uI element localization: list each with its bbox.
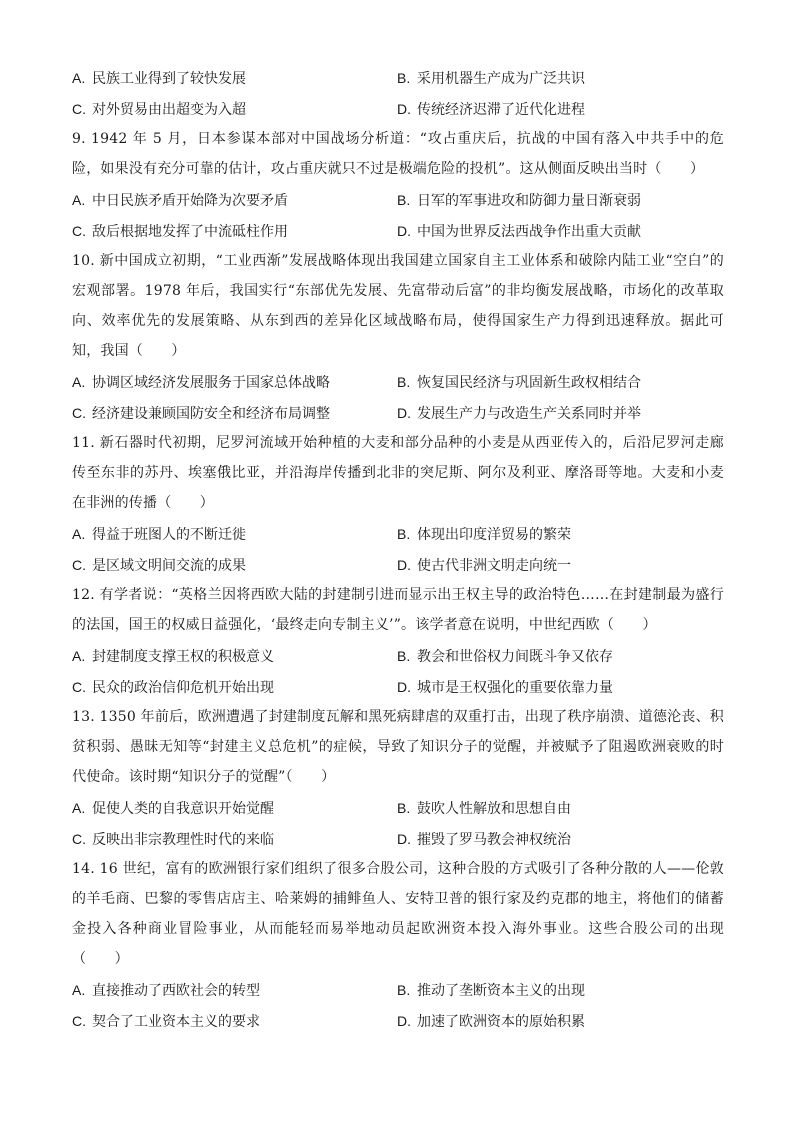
- question-stem: 11. 新石器时代初期，尼罗河流域开始种植的大麦和部分品种的小麦是从西亚传入的，后沿尼罗河走廊传至东非的苏丹、埃塞俄比亚，并沿海岸传播到北非的突尼斯、阿尔及利亚、摩洛哥等地。大麦和小麦在非洲的传播（ ）: [72, 435, 724, 511]
- option-a: A. 直接推动了西欧社会的转型: [72, 981, 260, 999]
- option-d: D. 使古代非洲文明走向统一: [397, 556, 571, 574]
- question-8-options: [72, 62, 724, 124]
- option-row: [72, 93, 724, 124]
- option-d: D. 传统经济迟滞了近代化进程: [397, 100, 585, 118]
- option-row: [72, 62, 724, 93]
- option-c: C. 是区域文明间交流的成果: [72, 556, 246, 574]
- option-row: [72, 518, 724, 549]
- option-row: [72, 792, 724, 823]
- question-13: [72, 702, 724, 854]
- question-12: [72, 580, 724, 702]
- option-c: C. 契合了工业资本主义的要求: [72, 1012, 260, 1030]
- option-row: [72, 640, 724, 671]
- option-c: C. 经济建设兼顾国防安全和经济布局调整: [72, 404, 330, 422]
- page-content: [72, 62, 724, 1036]
- question-stem: 10. 新中国成立初期，“工业西渐”发展战略体现出我国建立国家自主工业体系和破除内陆工业“空白”的宏观部署。1978 年后，我国实行“东部优先发展、先富带动后富”的非均衡发展战略，市场化的改革取向、效率优先的发展策略、从东到西的差异化区域战略布局，使得国家生产力得到迅速释放。据此可知，我国（ ）: [72, 253, 724, 359]
- option-b: B. 体现出印度洋贸易的繁荣: [397, 525, 571, 543]
- option-c: C. 对外贸易由出超变为入超: [72, 100, 246, 118]
- option-a: A. 协调区域经济发展服务于国家总体战略: [72, 373, 330, 391]
- option-b: B. 恢复国民经济与巩固新生政权相结合: [397, 373, 641, 391]
- option-d: D. 中国为世界反法西战争作出重大贡献: [397, 222, 641, 240]
- option-b: B. 教会和世俗权力间既斗争又依存: [397, 647, 613, 665]
- option-row: [72, 549, 724, 580]
- question-stem: 9. 1942 年 5 月，日本参谋本部对中国战场分析道：“攻占重庆后，抗战的中国有落入中共手中的危险，如果没有充分可靠的估计，攻占重庆就只不过是极端危险的投机”。这从侧面反映出当时（ ）: [72, 131, 724, 177]
- option-a: A. 促使人类的自我意识开始觉醒: [72, 799, 274, 817]
- option-b: B. 日军的军事进攻和防御力量日渐衰弱: [397, 191, 641, 209]
- option-a: A. 得益于班图人的不断迁徙: [72, 525, 246, 543]
- option-b: B. 推动了垄断资本主义的出现: [397, 981, 585, 999]
- option-d: D. 加速了欧洲资本的原始积累: [397, 1012, 585, 1030]
- question-11: [72, 428, 724, 580]
- question-stem: 13. 1350 年前后，欧洲遭遇了封建制度瓦解和黑死病肆虐的双重打击，出现了秩序崩溃、道德沦丧、积贫积弱、愚昧无知等“封建主义总危机”的症候，导致了知识分子的觉醒，并被赋予了阻遏欧洲衰败的时代使命。该时期“知识分子的觉醒”（ ）: [72, 709, 724, 785]
- option-row: [72, 974, 724, 1005]
- option-d: D. 发展生产力与改造生产关系同时并举: [397, 404, 641, 422]
- option-a: A. 民族工业得到了较快发展: [72, 69, 246, 87]
- option-row: [72, 823, 724, 854]
- option-c: C. 反映出非宗教理性时代的来临: [72, 830, 274, 848]
- option-b: B. 采用机器生产成为广泛共识: [397, 69, 585, 87]
- question-9: [72, 124, 724, 246]
- option-d: D. 摧毁了罗马教会神权统治: [397, 830, 571, 848]
- option-a: A. 中日民族矛盾开始降为次要矛盾: [72, 191, 288, 209]
- question-stem: 14. 16 世纪，富有的欧洲银行家们组织了很多合股公司，这种合股的方式吸引了各种分散的人——伦敦的羊毛商、巴黎的零售店店主、哈莱姆的捕鲱鱼人、安特卫普的银行家及约克郡的地主，将他们的储蓄金投入各种商业冒险事业，从而能轻而易举地动员起欧洲资本投入海外事业。这些合股公司的出现（ ）: [72, 861, 724, 967]
- option-c: C. 民众的政治信仰危机开始出现: [72, 678, 274, 696]
- option-b: B. 鼓吹人性解放和思想自由: [397, 799, 571, 817]
- question-14: [72, 854, 724, 1036]
- option-row: [72, 215, 724, 246]
- option-row: [72, 397, 724, 428]
- option-row: [72, 184, 724, 215]
- option-d: D. 城市是王权强化的重要依靠力量: [397, 678, 613, 696]
- option-row: [72, 366, 724, 397]
- option-row: [72, 1005, 724, 1036]
- option-a: A. 封建制度支撑王权的积极意义: [72, 647, 274, 665]
- option-row: [72, 671, 724, 702]
- option-c: C. 敌后根据地发挥了中流砥柱作用: [72, 222, 288, 240]
- question-stem: 12. 有学者说：“英格兰因将西欧大陆的封建制引进而显示出王权主导的政治特色……在封建制最为盛行的法国，国王的权威日益强化，‘最终走向专制主义’”。该学者意在说明，中世纪西欧（ ）: [72, 587, 724, 633]
- question-10: [72, 246, 724, 428]
